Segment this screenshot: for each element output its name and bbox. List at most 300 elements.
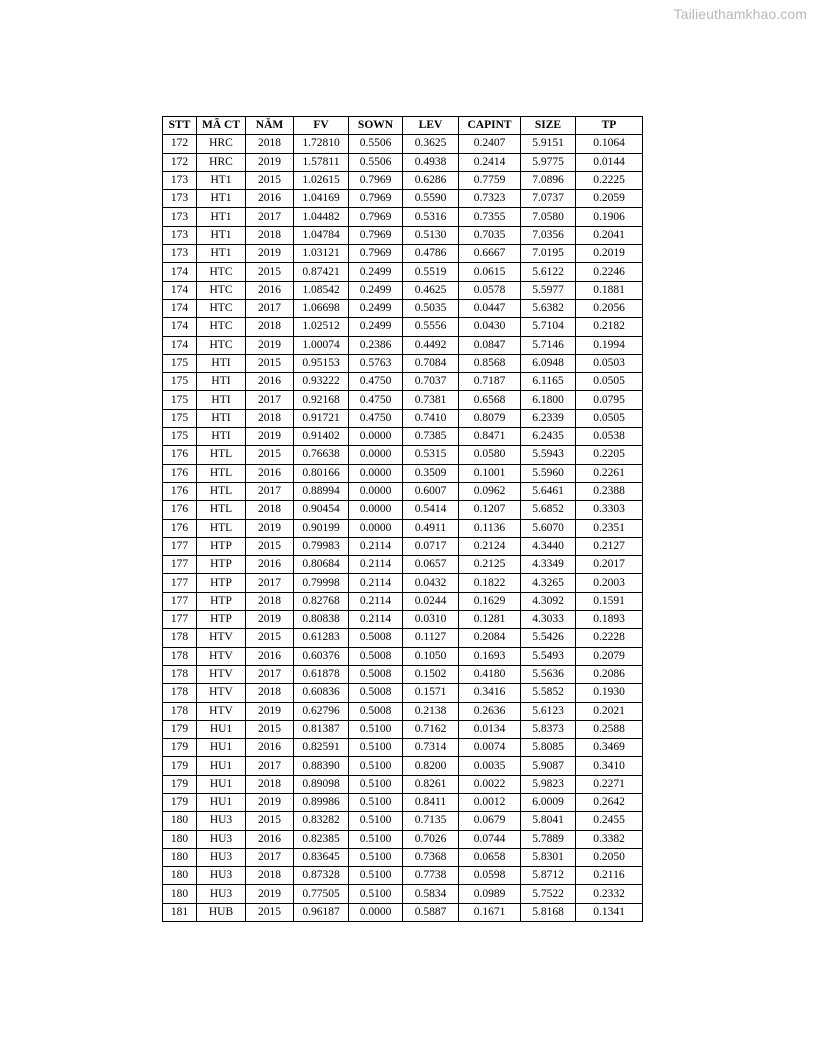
- table-cell-nam: 2019: [246, 519, 294, 537]
- table-cell-size: 7.0356: [521, 226, 576, 244]
- table-cell-fv: 0.76638: [294, 446, 349, 464]
- table-cell-lev: 0.8261: [403, 775, 459, 793]
- table-cell-lev: 0.5130: [403, 226, 459, 244]
- table-cell-size: 5.6122: [521, 263, 576, 281]
- table-cell-ma-ct: HTP: [197, 611, 246, 629]
- table-cell-ma-ct: HTC: [197, 318, 246, 336]
- table-row: [163, 702, 643, 720]
- table-cell-size: 7.0896: [521, 171, 576, 189]
- table-cell-lev: 0.7410: [403, 409, 459, 427]
- table-cell-fv: 0.87421: [294, 263, 349, 281]
- table-cell-fv: 1.57811: [294, 153, 349, 171]
- table-cell-nam: 2017: [246, 208, 294, 226]
- table-cell-stt: 178: [163, 684, 197, 702]
- table-cell-tp: 0.2388: [576, 482, 643, 500]
- table-cell-lev: 0.2138: [403, 702, 459, 720]
- table-row: [163, 226, 643, 244]
- table-cell-capint: 0.0989: [459, 885, 521, 903]
- table-cell-fv: 1.02512: [294, 318, 349, 336]
- table-cell-tp: 0.1930: [576, 684, 643, 702]
- table-cell-capint: 0.0615: [459, 263, 521, 281]
- table-cell-fv: 0.96187: [294, 903, 349, 921]
- table-cell-stt: 177: [163, 611, 197, 629]
- table-cell-ma-ct: HTC: [197, 263, 246, 281]
- table-cell-tp: 0.3410: [576, 757, 643, 775]
- column-header-size: SIZE: [521, 117, 576, 135]
- table-cell-capint: 0.0022: [459, 775, 521, 793]
- table-cell-sown: 0.5100: [349, 830, 403, 848]
- table-cell-tp: 0.1994: [576, 336, 643, 354]
- table-cell-ma-ct: HT1: [197, 171, 246, 189]
- table-cell-ma-ct: HTC: [197, 336, 246, 354]
- table-cell-tp: 0.0503: [576, 354, 643, 372]
- table-cell-lev: 0.4625: [403, 281, 459, 299]
- table-cell-capint: 0.6568: [459, 391, 521, 409]
- table-cell-ma-ct: HTL: [197, 482, 246, 500]
- table-cell-fv: 0.91721: [294, 409, 349, 427]
- table-cell-fv: 1.08542: [294, 281, 349, 299]
- table-cell-tp: 0.2017: [576, 556, 643, 574]
- table-cell-capint: 0.1207: [459, 501, 521, 519]
- table-cell-stt: 180: [163, 848, 197, 866]
- table-cell-lev: 0.7037: [403, 373, 459, 391]
- table-cell-stt: 175: [163, 409, 197, 427]
- table-cell-nam: 2018: [246, 409, 294, 427]
- table-cell-fv: 0.88994: [294, 482, 349, 500]
- table-cell-size: 4.3265: [521, 574, 576, 592]
- table-cell-ma-ct: HU3: [197, 867, 246, 885]
- table-cell-tp: 0.3382: [576, 830, 643, 848]
- table-cell-nam: 2019: [246, 611, 294, 629]
- table-cell-tp: 0.1064: [576, 135, 643, 153]
- table-cell-lev: 0.7314: [403, 739, 459, 757]
- table-cell-ma-ct: HU3: [197, 830, 246, 848]
- table-row: [163, 739, 643, 757]
- table-cell-nam: 2017: [246, 482, 294, 500]
- table-cell-sown: 0.5100: [349, 885, 403, 903]
- table-cell-fv: 0.81387: [294, 720, 349, 738]
- table-cell-tp: 0.2056: [576, 299, 643, 317]
- table-cell-size: 6.1800: [521, 391, 576, 409]
- table-cell-stt: 179: [163, 739, 197, 757]
- table-cell-nam: 2015: [246, 354, 294, 372]
- table-row: [163, 482, 643, 500]
- table-cell-ma-ct: HTL: [197, 519, 246, 537]
- table-cell-lev: 0.4938: [403, 153, 459, 171]
- table-row: [163, 629, 643, 647]
- table-cell-sown: 0.2499: [349, 299, 403, 317]
- table-cell-stt: 177: [163, 537, 197, 555]
- table-cell-lev: 0.7385: [403, 428, 459, 446]
- table-cell-tp: 0.1893: [576, 611, 643, 629]
- table-cell-lev: 0.7368: [403, 848, 459, 866]
- table-cell-sown: 0.2114: [349, 537, 403, 555]
- table-cell-stt: 176: [163, 519, 197, 537]
- table-cell-tp: 0.0795: [576, 391, 643, 409]
- table-cell-nam: 2018: [246, 226, 294, 244]
- table-cell-ma-ct: HTC: [197, 299, 246, 317]
- table-cell-sown: 0.2499: [349, 263, 403, 281]
- table-cell-sown: 0.5100: [349, 793, 403, 811]
- table-row: [163, 903, 643, 921]
- table-cell-ma-ct: HRC: [197, 153, 246, 171]
- table-cell-nam: 2017: [246, 848, 294, 866]
- data-table: [162, 116, 643, 922]
- table-cell-ma-ct: HTL: [197, 464, 246, 482]
- table-cell-capint: 0.6667: [459, 245, 521, 263]
- table-cell-capint: 0.7035: [459, 226, 521, 244]
- table-cell-size: 5.8301: [521, 848, 576, 866]
- table-cell-sown: 0.7969: [349, 171, 403, 189]
- table-body: [163, 135, 643, 922]
- table-cell-lev: 0.5414: [403, 501, 459, 519]
- table-cell-tp: 0.2086: [576, 665, 643, 683]
- table-row: [163, 354, 643, 372]
- column-header-ma-ct: MÃ CT: [197, 117, 246, 135]
- table-cell-size: 5.6382: [521, 299, 576, 317]
- table-cell-ma-ct: HTV: [197, 702, 246, 720]
- table-cell-sown: 0.7969: [349, 226, 403, 244]
- table-cell-fv: 0.77505: [294, 885, 349, 903]
- table-cell-nam: 2019: [246, 702, 294, 720]
- table-cell-capint: 0.2125: [459, 556, 521, 574]
- table-cell-capint: 0.0679: [459, 812, 521, 830]
- table-cell-size: 7.0580: [521, 208, 576, 226]
- table-cell-sown: 0.0000: [349, 446, 403, 464]
- table-cell-nam: 2015: [246, 171, 294, 189]
- table-cell-tp: 0.0505: [576, 409, 643, 427]
- table-cell-stt: 180: [163, 885, 197, 903]
- table-cell-capint: 0.0578: [459, 281, 521, 299]
- table-cell-sown: 0.2386: [349, 336, 403, 354]
- table-cell-lev: 0.0244: [403, 592, 459, 610]
- table-cell-stt: 176: [163, 482, 197, 500]
- table-cell-fv: 0.62796: [294, 702, 349, 720]
- table-cell-stt: 173: [163, 226, 197, 244]
- table-cell-ma-ct: HTI: [197, 391, 246, 409]
- watermark-text: Tailieuthamkhao.com: [673, 6, 807, 22]
- table-cell-sown: 0.5100: [349, 867, 403, 885]
- table-cell-ma-ct: HTV: [197, 647, 246, 665]
- table-cell-stt: 174: [163, 299, 197, 317]
- table-cell-fv: 0.90454: [294, 501, 349, 519]
- table-cell-tp: 0.3303: [576, 501, 643, 519]
- table-cell-capint: 0.7759: [459, 171, 521, 189]
- table-cell-fv: 0.61878: [294, 665, 349, 683]
- table-cell-lev: 0.5519: [403, 263, 459, 281]
- table-cell-tp: 0.2332: [576, 885, 643, 903]
- table-cell-sown: 0.5506: [349, 135, 403, 153]
- table-row: [163, 592, 643, 610]
- table-cell-size: 6.1165: [521, 373, 576, 391]
- table-cell-size: 5.7104: [521, 318, 576, 336]
- table-cell-lev: 0.1050: [403, 647, 459, 665]
- table-cell-nam: 2017: [246, 574, 294, 592]
- table-cell-stt: 173: [163, 171, 197, 189]
- table-cell-stt: 173: [163, 245, 197, 263]
- table-cell-fv: 0.80838: [294, 611, 349, 629]
- table-cell-ma-ct: HT1: [197, 245, 246, 263]
- table-cell-lev: 0.1571: [403, 684, 459, 702]
- table-cell-capint: 0.0447: [459, 299, 521, 317]
- table-cell-ma-ct: HT1: [197, 208, 246, 226]
- table-row: [163, 135, 643, 153]
- table-cell-capint: 0.1629: [459, 592, 521, 610]
- table-cell-size: 5.8168: [521, 903, 576, 921]
- table-cell-tp: 0.2228: [576, 629, 643, 647]
- table-cell-fv: 0.80166: [294, 464, 349, 482]
- table-cell-lev: 0.5887: [403, 903, 459, 921]
- table-cell-ma-ct: HTV: [197, 629, 246, 647]
- table-cell-nam: 2019: [246, 885, 294, 903]
- table-cell-lev: 0.6007: [403, 482, 459, 500]
- table-cell-fv: 0.88390: [294, 757, 349, 775]
- table-cell-nam: 2018: [246, 775, 294, 793]
- table-cell-stt: 178: [163, 629, 197, 647]
- table-cell-lev: 0.7026: [403, 830, 459, 848]
- table-cell-nam: 2015: [246, 903, 294, 921]
- table-cell-nam: 2018: [246, 501, 294, 519]
- table-cell-lev: 0.8411: [403, 793, 459, 811]
- table-cell-ma-ct: HU3: [197, 848, 246, 866]
- table-cell-nam: 2015: [246, 720, 294, 738]
- table-cell-size: 4.3440: [521, 537, 576, 555]
- table-cell-lev: 0.5316: [403, 208, 459, 226]
- table-cell-sown: 0.2114: [349, 574, 403, 592]
- table-cell-stt: 179: [163, 757, 197, 775]
- table-cell-fv: 0.82591: [294, 739, 349, 757]
- table-cell-nam: 2016: [246, 464, 294, 482]
- table-cell-tp: 0.2261: [576, 464, 643, 482]
- table-cell-size: 5.5943: [521, 446, 576, 464]
- table-cell-tp: 0.0538: [576, 428, 643, 446]
- table-row: [163, 757, 643, 775]
- table-cell-tp: 0.2079: [576, 647, 643, 665]
- table-cell-sown: 0.4750: [349, 391, 403, 409]
- table-cell-lev: 0.5315: [403, 446, 459, 464]
- table-cell-lev: 0.0717: [403, 537, 459, 555]
- table-cell-lev: 0.6286: [403, 171, 459, 189]
- table-cell-stt: 179: [163, 775, 197, 793]
- table-cell-capint: 0.8079: [459, 409, 521, 427]
- table-cell-capint: 0.7187: [459, 373, 521, 391]
- table-cell-nam: 2016: [246, 739, 294, 757]
- table-cell-capint: 0.2636: [459, 702, 521, 720]
- table-row: [163, 812, 643, 830]
- table-cell-fv: 1.72810: [294, 135, 349, 153]
- table-cell-stt: 176: [163, 464, 197, 482]
- table-cell-stt: 175: [163, 428, 197, 446]
- table-cell-sown: 0.4750: [349, 409, 403, 427]
- table-cell-fv: 1.04784: [294, 226, 349, 244]
- table-cell-nam: 2019: [246, 428, 294, 446]
- table-cell-sown: 0.2114: [349, 592, 403, 610]
- table-cell-sown: 0.7969: [349, 190, 403, 208]
- table-cell-tp: 0.2059: [576, 190, 643, 208]
- table-cell-nam: 2019: [246, 793, 294, 811]
- table-cell-tp: 0.2642: [576, 793, 643, 811]
- table-cell-tp: 0.2116: [576, 867, 643, 885]
- table-row: [163, 867, 643, 885]
- table-cell-lev: 0.5834: [403, 885, 459, 903]
- table-cell-size: 4.3349: [521, 556, 576, 574]
- table-cell-nam: 2015: [246, 812, 294, 830]
- table-cell-lev: 0.5590: [403, 190, 459, 208]
- table-cell-nam: 2018: [246, 867, 294, 885]
- table-row: [163, 391, 643, 409]
- table-cell-capint: 0.4180: [459, 665, 521, 683]
- table-cell-sown: 0.5008: [349, 629, 403, 647]
- table-cell-fv: 0.89986: [294, 793, 349, 811]
- table-cell-size: 5.9151: [521, 135, 576, 153]
- table-cell-size: 5.8041: [521, 812, 576, 830]
- table-cell-stt: 177: [163, 556, 197, 574]
- table-cell-sown: 0.5506: [349, 153, 403, 171]
- table-cell-tp: 0.2019: [576, 245, 643, 263]
- table-row: [163, 373, 643, 391]
- table-cell-sown: 0.5763: [349, 354, 403, 372]
- table-row: [163, 665, 643, 683]
- table-cell-size: 5.6461: [521, 482, 576, 500]
- table-cell-tp: 0.2246: [576, 263, 643, 281]
- table-cell-lev: 0.0432: [403, 574, 459, 592]
- table-cell-nam: 2019: [246, 245, 294, 263]
- table-cell-ma-ct: HTV: [197, 665, 246, 683]
- table-cell-fv: 0.61283: [294, 629, 349, 647]
- table-cell-ma-ct: HTI: [197, 409, 246, 427]
- column-header-capint: CAPINT: [459, 117, 521, 135]
- table-cell-tp: 0.2182: [576, 318, 643, 336]
- table-cell-lev: 0.5556: [403, 318, 459, 336]
- table-row: [163, 537, 643, 555]
- table-cell-lev: 0.1502: [403, 665, 459, 683]
- table-row: [163, 190, 643, 208]
- table-cell-stt: 176: [163, 446, 197, 464]
- table-cell-sown: 0.5100: [349, 720, 403, 738]
- table-cell-tp: 0.1906: [576, 208, 643, 226]
- table-cell-nam: 2016: [246, 190, 294, 208]
- table-cell-stt: 173: [163, 208, 197, 226]
- table-cell-lev: 0.0310: [403, 611, 459, 629]
- table-cell-sown: 0.5100: [349, 757, 403, 775]
- table-row: [163, 647, 643, 665]
- table-cell-size: 5.9775: [521, 153, 576, 171]
- table-cell-nam: 2016: [246, 647, 294, 665]
- table-cell-fv: 1.03121: [294, 245, 349, 263]
- table-cell-capint: 0.2084: [459, 629, 521, 647]
- table-cell-capint: 0.8471: [459, 428, 521, 446]
- table-header-row: [163, 117, 643, 135]
- table-cell-size: 5.9823: [521, 775, 576, 793]
- table-cell-fv: 0.79983: [294, 537, 349, 555]
- table-cell-capint: 0.0847: [459, 336, 521, 354]
- table-cell-tp: 0.2225: [576, 171, 643, 189]
- table-cell-capint: 0.0962: [459, 482, 521, 500]
- table-cell-stt: 176: [163, 501, 197, 519]
- table-cell-sown: 0.0000: [349, 519, 403, 537]
- table-cell-size: 5.7146: [521, 336, 576, 354]
- table-cell-tp: 0.2588: [576, 720, 643, 738]
- table-cell-fv: 0.60376: [294, 647, 349, 665]
- table-cell-capint: 0.0744: [459, 830, 521, 848]
- table-cell-size: 5.6123: [521, 702, 576, 720]
- table-row: [163, 848, 643, 866]
- table-cell-capint: 0.3416: [459, 684, 521, 702]
- table-cell-stt: 178: [163, 665, 197, 683]
- table-cell-tp: 0.2455: [576, 812, 643, 830]
- table-cell-stt: 174: [163, 263, 197, 281]
- table-cell-size: 5.5493: [521, 647, 576, 665]
- table-cell-lev: 0.5035: [403, 299, 459, 317]
- table-cell-stt: 175: [163, 373, 197, 391]
- table-cell-stt: 177: [163, 574, 197, 592]
- table-cell-sown: 0.2114: [349, 611, 403, 629]
- table-cell-lev: 0.7381: [403, 391, 459, 409]
- table-cell-sown: 0.0000: [349, 482, 403, 500]
- table-cell-nam: 2019: [246, 153, 294, 171]
- table-row: [163, 281, 643, 299]
- table-cell-ma-ct: HTV: [197, 684, 246, 702]
- table-cell-stt: 179: [163, 793, 197, 811]
- table-cell-size: 5.7889: [521, 830, 576, 848]
- column-header-tp: TP: [576, 117, 643, 135]
- table-row: [163, 208, 643, 226]
- table-cell-stt: 172: [163, 153, 197, 171]
- table-row: [163, 556, 643, 574]
- table-cell-size: 5.5636: [521, 665, 576, 683]
- table-cell-sown: 0.0000: [349, 428, 403, 446]
- table-cell-ma-ct: HTL: [197, 501, 246, 519]
- table-cell-ma-ct: HU1: [197, 775, 246, 793]
- table-cell-lev: 0.1127: [403, 629, 459, 647]
- table-cell-stt: 175: [163, 391, 197, 409]
- table-cell-fv: 0.79998: [294, 574, 349, 592]
- table-cell-capint: 0.1693: [459, 647, 521, 665]
- table-cell-capint: 0.2124: [459, 537, 521, 555]
- table-cell-ma-ct: HTC: [197, 281, 246, 299]
- table-cell-capint: 0.7355: [459, 208, 521, 226]
- table-cell-size: 6.0009: [521, 793, 576, 811]
- table-cell-capint: 0.0430: [459, 318, 521, 336]
- table-cell-fv: 0.89098: [294, 775, 349, 793]
- table-row: [163, 775, 643, 793]
- table-cell-ma-ct: HT1: [197, 226, 246, 244]
- table-cell-ma-ct: HT1: [197, 190, 246, 208]
- table-cell-size: 5.8085: [521, 739, 576, 757]
- table-cell-sown: 0.2114: [349, 556, 403, 574]
- table-cell-stt: 173: [163, 190, 197, 208]
- table-cell-ma-ct: HTP: [197, 574, 246, 592]
- table-cell-capint: 0.1281: [459, 611, 521, 629]
- table-cell-nam: 2017: [246, 665, 294, 683]
- table-cell-ma-ct: HU3: [197, 812, 246, 830]
- table-row: [163, 171, 643, 189]
- table-cell-lev: 0.7135: [403, 812, 459, 830]
- table-row: [163, 318, 643, 336]
- table-cell-lev: 0.8200: [403, 757, 459, 775]
- table-row: [163, 519, 643, 537]
- table-cell-stt: 177: [163, 592, 197, 610]
- table-row: [163, 885, 643, 903]
- table-row: [163, 245, 643, 263]
- table-cell-size: 4.3092: [521, 592, 576, 610]
- table-cell-sown: 0.2499: [349, 318, 403, 336]
- table-cell-sown: 0.0000: [349, 464, 403, 482]
- table-cell-tp: 0.0144: [576, 153, 643, 171]
- table-cell-nam: 2015: [246, 629, 294, 647]
- table-cell-fv: 0.90199: [294, 519, 349, 537]
- table-row: [163, 793, 643, 811]
